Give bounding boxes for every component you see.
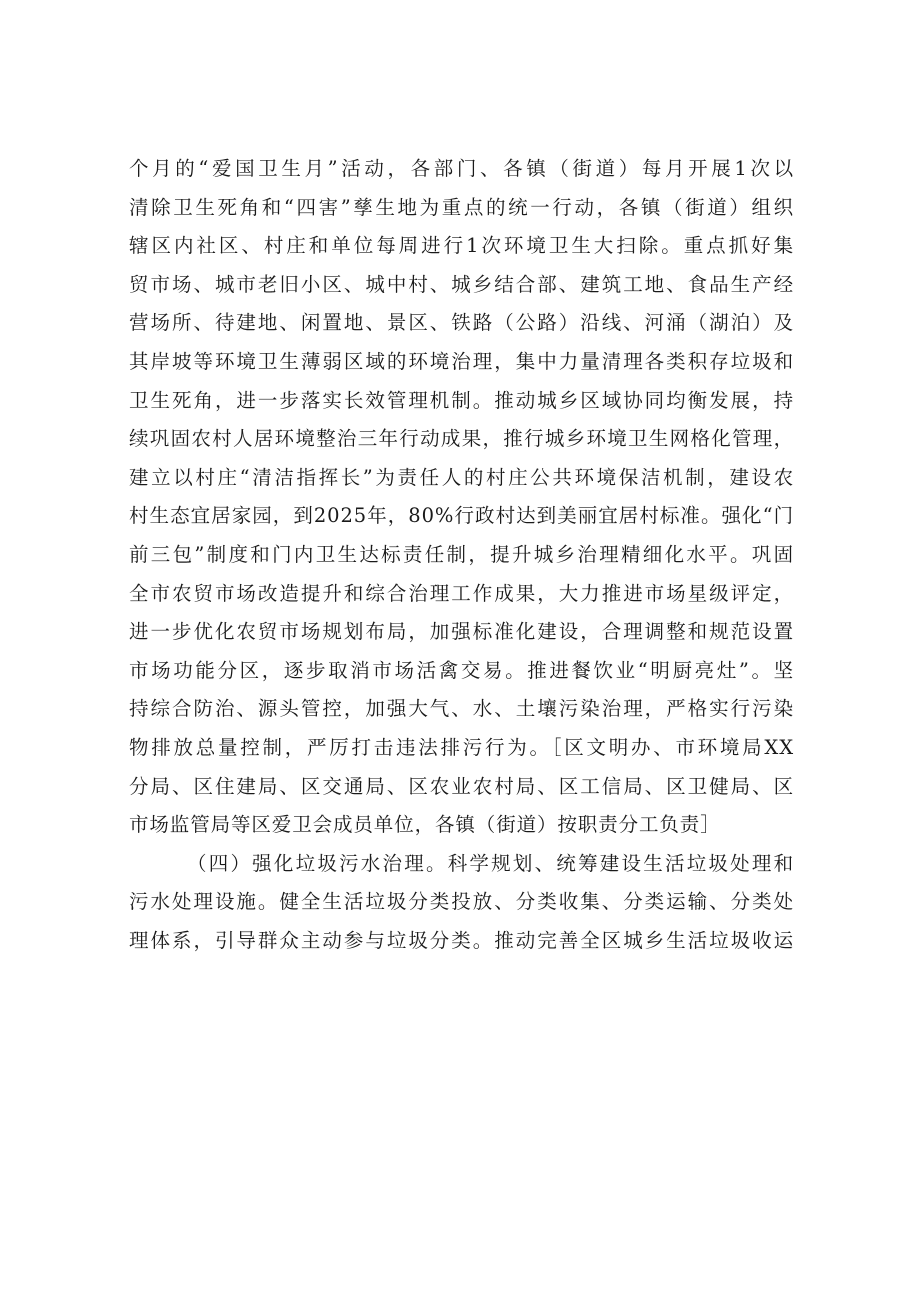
body-text: [129, 150, 794, 960]
text-line: 辖区内社区、村庄和单位每周进行1次环境卫生大扫除。重点抓好集: [129, 234, 794, 258]
text-line: 营场所、待建地、闲置地、景区、铁路（公路）沿线、河涌（湖泊）及: [129, 311, 794, 335]
text-line: 贸市场、城市老旧小区、城中村、城乡结合部、建筑工地、食品生产经: [129, 272, 794, 296]
text-line: 分局、区住建局、区交通局、区农业农村局、区工信局、区卫健局、区: [129, 774, 794, 798]
text-line: 其岸坡等环境卫生薄弱区域的环境治理，集中力量清理各类积存垃圾和: [129, 349, 794, 373]
text-line: 理体系，引导群众主动参与垃圾分类。推动完善全区城乡生活垃圾收运: [129, 928, 794, 952]
text-line: 进一步优化农贸市场规划布局，加强标准化建设，合理调整和规范设置: [129, 620, 794, 644]
text-line: 续巩固农村人居环境整治三年行动成果，推行城乡环境卫生网格化管理，: [129, 427, 794, 451]
section-heading-line: （四）强化垃圾污水治理。科学规划、统筹建设生活垃圾处理和: [187, 851, 794, 875]
text-line: 个月的“爱国卫生月”活动，各部门、各镇（街道）每月开展1次以: [129, 157, 794, 180]
text-line: 建立以村庄“清洁指挥长”为责任人的村庄公共环境保洁机制，建设农: [129, 465, 794, 489]
text-line: 污水处理设施。健全生活垃圾分类投放、分类收集、分类运输、分类处: [129, 890, 794, 914]
text-line: 前三包”制度和门内卫生达标责任制，提升城乡治理精细化水平。巩固: [129, 542, 794, 566]
text-line: 市场监管局等区爱卫会成员单位，各镇（街道）按职责分工负责］: [129, 813, 721, 837]
text-line: 村生态宜居家园，到2025年，80%行政村达到美丽宜居村标准。强化“门: [129, 504, 794, 528]
text-line: 清除卫生死角和“四害”孳生地为重点的统一行动，各镇（街道）组织: [129, 195, 794, 219]
text-line: 全市农贸市场改造提升和综合治理工作成果，大力推进市场星级评定，: [129, 581, 794, 605]
text-line: 卫生死角，进一步落实长效管理机制。推动城乡区域协同均衡发展，持: [129, 388, 794, 412]
text-line: 持综合防治、源头管控，加强大气、水、土壤污染治理，严格实行污染: [129, 697, 794, 721]
text-line: 物排放总量控制，严厉打击违法排污行为。［区文明办、市环境局XX: [129, 735, 794, 759]
text-line: 市场功能分区，逐步取消市场活禽交易。推进餐饮业“明厨亮灶”。坚: [129, 658, 794, 682]
